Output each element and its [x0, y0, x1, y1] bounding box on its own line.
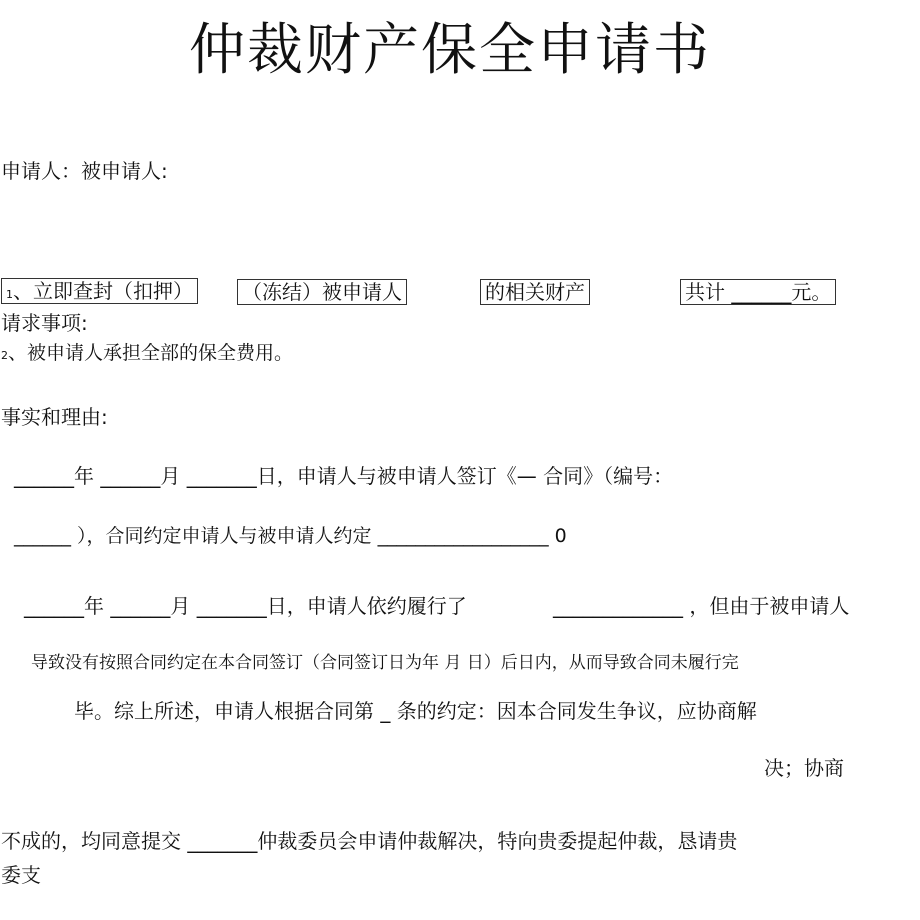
- parties-line: 申请人：被申请人:: [1, 159, 168, 183]
- request-item-1-box-4: 共计 ______元。: [680, 279, 836, 305]
- facts-line-6: 决；协商: [764, 756, 844, 780]
- request-item-1-box-2: （冻结）被申请人: [237, 279, 407, 305]
- request-item-1-box-1: [1, 278, 198, 304]
- request-item-1-box-3: 的相关财产: [480, 279, 590, 305]
- request-item-2-text: 、被申请人承担全部的保全费用。: [8, 342, 294, 364]
- request-item-1-text: 、立即查封（扣押）: [13, 279, 193, 303]
- facts-line-3b: _____________ ，但由于被申请人: [553, 594, 850, 618]
- facts-line-5: 毕。综上所述，申请人根据合同第 _ 条的约定：因本合同发生争议，应协商解: [74, 699, 757, 723]
- facts-heading: 事实和理由:: [1, 405, 108, 429]
- request-item-2-number: 2: [1, 349, 8, 362]
- request-item-1: [1, 279, 198, 307]
- request-item-2: [1, 338, 293, 365]
- request-items-heading: 请求事项:: [1, 311, 88, 335]
- facts-line-8: 委支: [1, 863, 41, 887]
- document-title: 仲裁财产保全申请书: [189, 18, 711, 83]
- request-item-1-number: 1: [6, 288, 13, 301]
- facts-line-4: 导致没有按照合同约定在本合同签订（合同签订日为年 月 日）后日内，从而导致合同未履行完: [31, 653, 739, 673]
- facts-line-2: ______ ），合同约定申请人与被申请人约定 __________________ 0: [14, 525, 567, 547]
- facts-line-7: 不成的，均同意提交 _______仲裁委员会申请仲裁解决，特向贵委提起仲裁，恳请贵: [1, 829, 738, 853]
- facts-line-3a: ______年 ______月 _______日，申请人依约履行了: [24, 594, 467, 618]
- facts-line-1: ______年 ______月 _______日，申请人与被申请人签订《— 合同》（编号：: [14, 464, 674, 488]
